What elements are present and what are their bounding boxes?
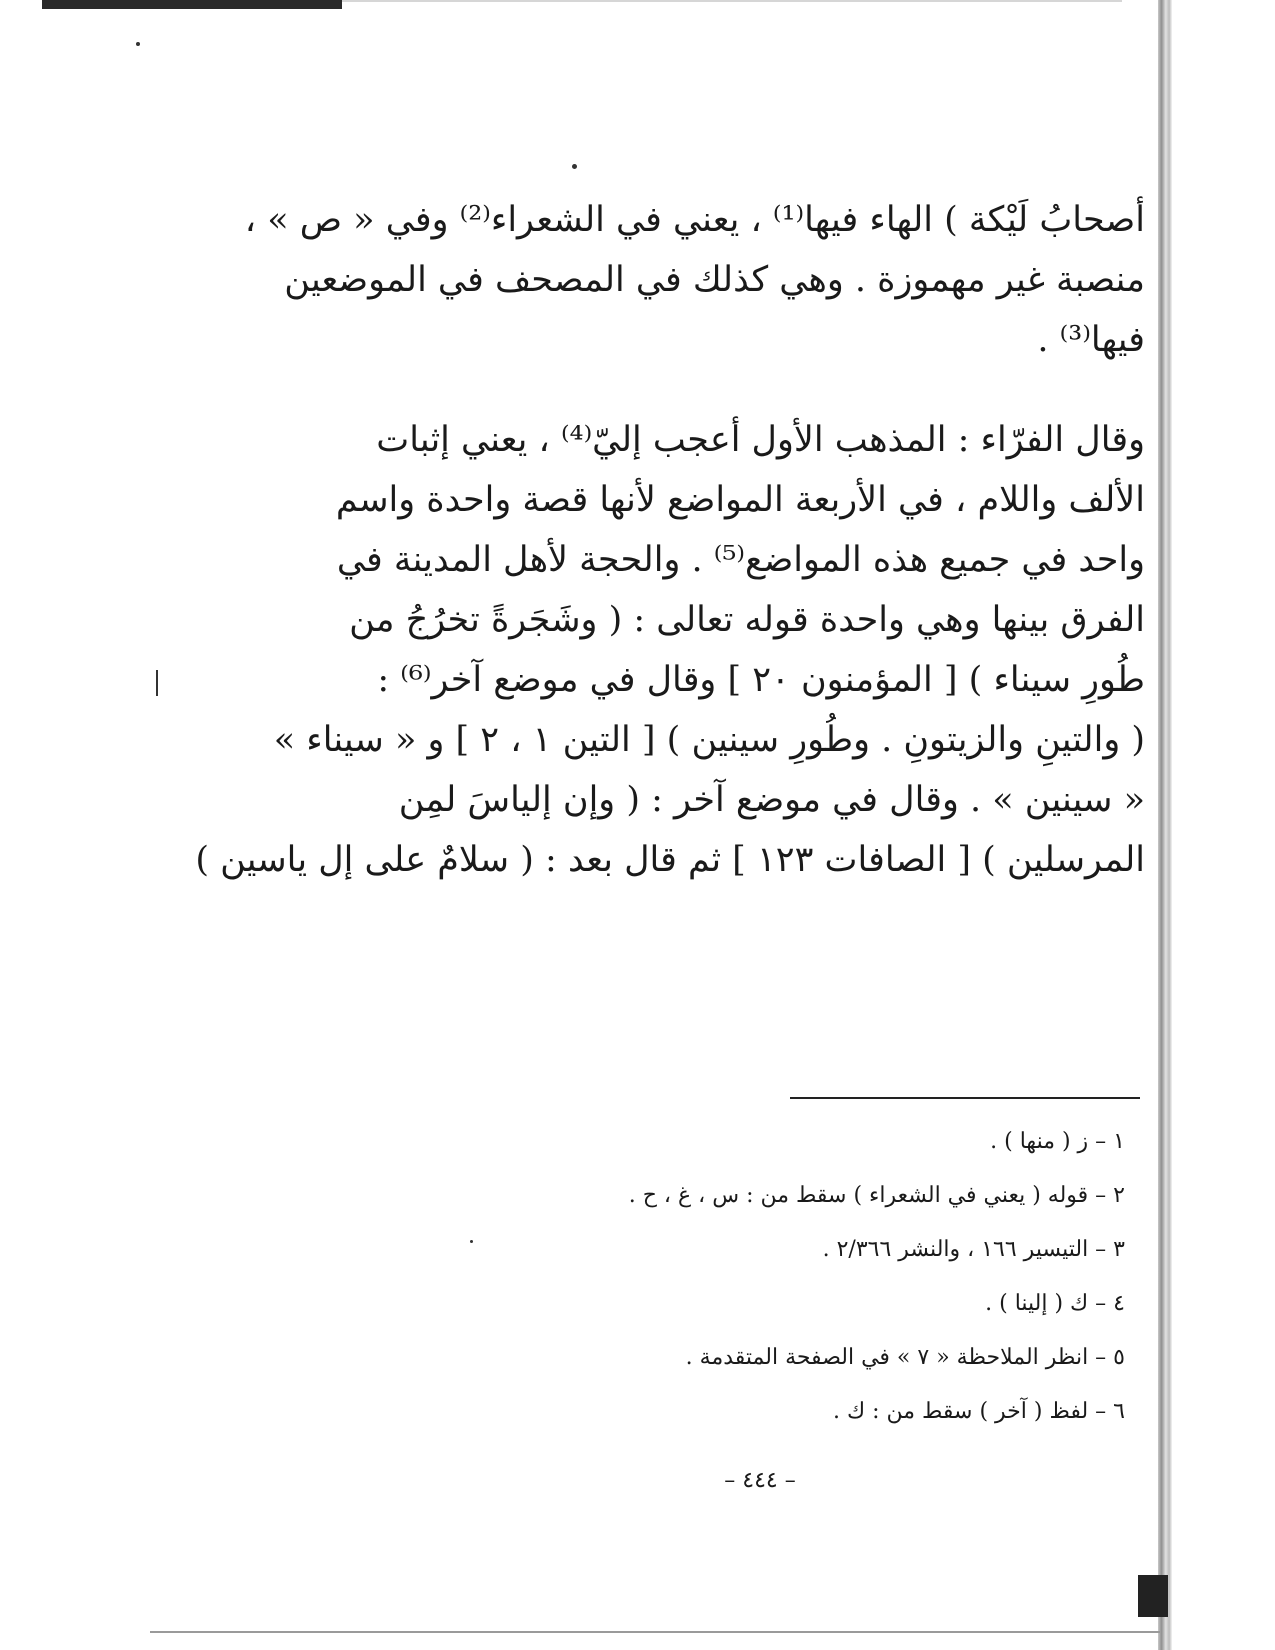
text-line: الفرق بينها وهي واحدة قوله تعالى : ( وشَجَرةً تخرُجُ من	[349, 600, 1145, 640]
footnote: ٥ – انظر الملاحظة « ٧ » في الصفحة المتقدمة .	[685, 1345, 1125, 1370]
text-line: طُورِ سيناء ) [ المؤمنون ٢٠ ] وقال في موضع آخر⁽⁶⁾ :	[377, 660, 1145, 700]
scan-speck	[156, 670, 158, 696]
footnote: ٦ – لفظ ( آخر ) سقط من : ك .	[832, 1399, 1125, 1424]
footnote: ١ – ز ( منها ) .	[990, 1129, 1125, 1154]
scan-speck	[136, 42, 140, 46]
text-line: المرسلين ) [ الصافات ١٢٣ ] ثم قال بعد : ( سلامٌ على إل ياسين )	[195, 840, 1145, 880]
scan-speck	[470, 1240, 473, 1243]
footnote-separator	[790, 1097, 1140, 1099]
scan-top-edge	[42, 0, 342, 9]
footnotes	[540, 1115, 1125, 1439]
scan-speck	[572, 164, 577, 169]
footnote: ٢ – قوله ( يعني في الشعراء ) سقط من : س ، غ ، ح .	[628, 1183, 1125, 1208]
text-line: وقال الفرّاء : المذهب الأول أعجب إليّ⁽⁴⁾ ، يعني إثبات	[376, 420, 1145, 460]
text-line: منصبة غير مهموزة . وهي كذلك في المصحف في الموضعين	[284, 260, 1145, 300]
scan-top-line	[342, 0, 1122, 2]
scan-bottom-line	[150, 1631, 1160, 1633]
page-number: – ٤٤٤ –	[724, 1468, 796, 1493]
text-line: واحد في جميع هذه المواضع⁽⁵⁾ . والحجة لأهل المدينة في	[336, 540, 1145, 580]
scan-binding-edge	[1158, 0, 1172, 1650]
main-text	[195, 190, 1145, 890]
footnote: ٣ – التيسير ١٦٦ ، والنشر ٢/٣٦٦ .	[822, 1237, 1125, 1262]
scan-edge-mark	[1138, 1575, 1168, 1617]
text-line: فيها⁽³⁾ .	[1037, 320, 1145, 360]
text-line: أصحابُ لَيْكة ) الهاء فيها⁽¹⁾ ، يعني في الشعراء⁽²⁾ وفي « ص » ،	[244, 200, 1145, 240]
footnote: ٤ – ك ( إلينا ) .	[985, 1291, 1125, 1316]
paragraph-gap	[355, 370, 1145, 410]
text-line: « سينين » . وقال في موضع آخر : ( وإن إلياسَ لمِن	[398, 780, 1145, 820]
text-line: الألف واللام ، في الأربعة المواضع لأنها قصة واحدة واسم	[335, 480, 1145, 520]
text-line: ( والتينِ والزيتونِ . وطُورِ سينين ) [ التين ١ ، ٢ ] و « سيناء »	[273, 720, 1145, 760]
